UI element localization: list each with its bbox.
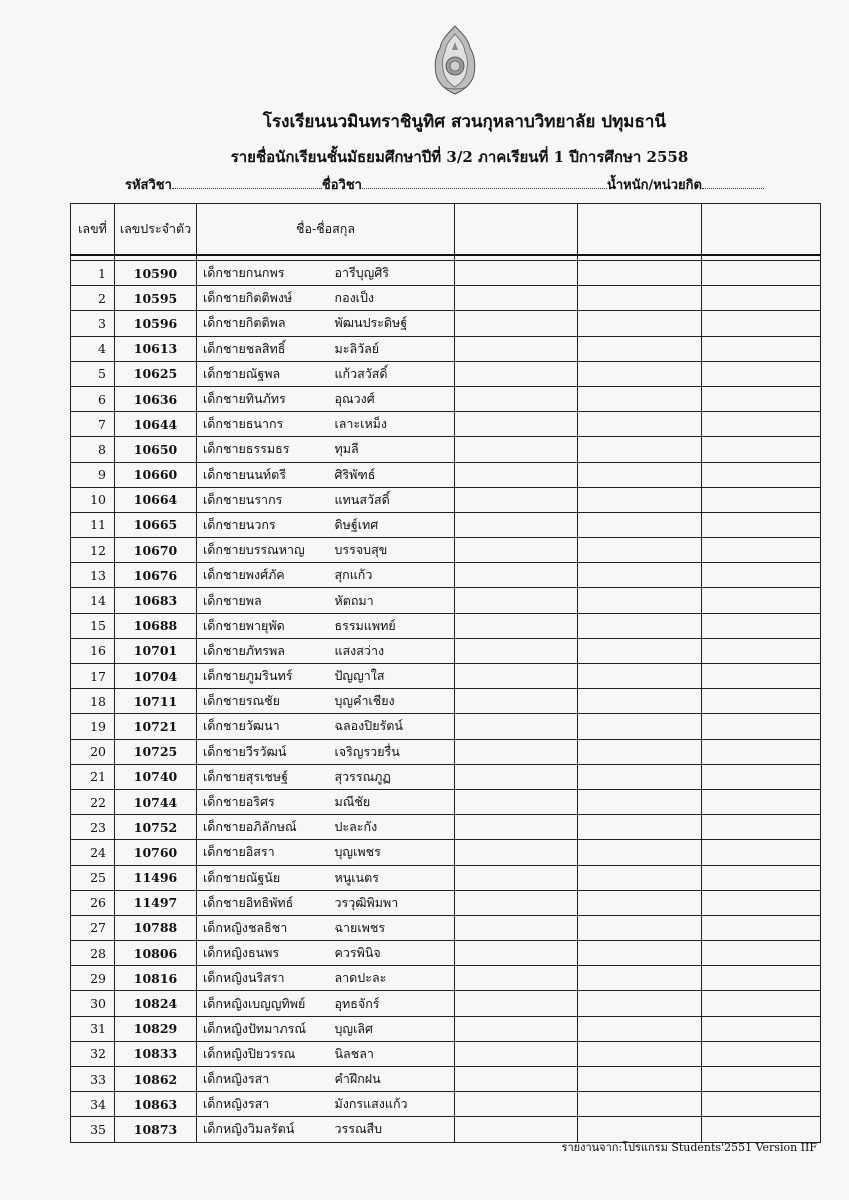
row-number: 5 [71,361,115,386]
student-id: 11497 [115,890,197,915]
blank-cell [578,764,702,789]
student-last-name: ธรรมแพทย์ [331,613,455,638]
student-id: 10644 [115,412,197,437]
student-id: 10670 [115,538,197,563]
blank-cell [578,588,702,613]
blank-cell [702,286,821,311]
table-row [71,613,821,638]
blank-cell [702,991,821,1016]
blank-cell [578,840,702,865]
blank-cell [702,739,821,764]
blank-cell [455,563,578,588]
student-last-name: บุญเลิศ [331,1016,455,1041]
blank-cell [578,915,702,940]
table-row [71,1092,821,1117]
student-roster-table [70,203,821,1143]
table-row [71,361,821,386]
subject-code-label: รหัสวิชา [125,178,172,193]
blank-cell [578,538,702,563]
student-first-name: เด็กชายณัฐพล [197,361,331,386]
blank-cell [702,588,821,613]
list-title: รายชื่อนักเรียนชั้นมัธยมศึกษาปีที่ 3/2 ภาคเรียนที่ 1 ปีการศึกษา 2558 [230,148,689,166]
blank-cell [455,386,578,411]
blank-cell [455,638,578,663]
blank-cell [455,714,578,739]
student-first-name: เด็กชายกิตติพล [197,311,331,336]
table-row [71,1067,821,1092]
blank-cell [702,915,821,940]
student-first-name: เด็กชายบรรณหาญ [197,538,331,563]
row-number: 4 [71,336,115,361]
student-first-name: เด็กชายทินภัทร [197,386,331,411]
school-emblem-icon [430,24,480,96]
student-last-name: ทุมลี [331,437,455,462]
student-last-name: สุกแก้ว [331,563,455,588]
blank-cell [702,361,821,386]
blank-cell [455,311,578,336]
student-last-name: นิลชลา [331,1041,455,1066]
row-number: 33 [71,1067,115,1092]
student-last-name: แสงสว่าง [331,638,455,663]
blank-cell [578,966,702,991]
student-first-name: เด็กหญิงธนพร [197,941,331,966]
blank-cell [578,311,702,336]
student-id: 10676 [115,563,197,588]
blank-cell [702,336,821,361]
row-number: 29 [71,966,115,991]
blank-cell [702,1092,821,1117]
row-number: 20 [71,739,115,764]
row-number: 23 [71,815,115,840]
table-row [71,714,821,739]
blank-cell [702,689,821,714]
blank-cell [455,412,578,437]
blank-cell [578,462,702,487]
student-id: 10590 [115,261,197,286]
row-number: 18 [71,689,115,714]
student-first-name: เด็กชายพงศ์ภัค [197,563,331,588]
student-id: 10613 [115,336,197,361]
student-first-name: เด็กชายภูมรินทร์ [197,664,331,689]
blank-cell [578,1016,702,1041]
row-number: 17 [71,664,115,689]
school-name: โรงเรียนนวมินทราชินูทิศ สวนกุหลาบวิทยาลัย ปทุมธานี [262,112,667,132]
row-number: 10 [71,487,115,512]
table-row [71,840,821,865]
student-last-name: ควรพินิจ [331,941,455,966]
row-number: 31 [71,1016,115,1041]
blank-cell [578,487,702,512]
blank-cell [702,1067,821,1092]
student-first-name: เด็กชายวัฒนา [197,714,331,739]
blank-cell [702,865,821,890]
table-row [71,890,821,915]
row-number: 25 [71,865,115,890]
row-number: 13 [71,563,115,588]
student-last-name: อุทธจักร์ [331,991,455,1016]
blank-cell [578,336,702,361]
table-row [71,538,821,563]
report-source-footer: รายงานจาก:โปรแกรม Students'2551 Version IIF [561,1141,817,1154]
student-id: 10788 [115,915,197,940]
student-first-name: เด็กหญิงนริสรา [197,966,331,991]
student-first-name: เด็กชายณัฐนัย [197,865,331,890]
blank-cell [455,1067,578,1092]
table-row [71,638,821,663]
row-number: 2 [71,286,115,311]
student-first-name: เด็กชายภัทรพล [197,638,331,663]
blank-cell [702,815,821,840]
student-last-name: ฉายเพชร [331,915,455,940]
blank-cell [578,386,702,411]
row-number: 28 [71,941,115,966]
row-number: 32 [71,1041,115,1066]
row-number: 27 [71,915,115,940]
student-first-name: เด็กชายธนากร [197,412,331,437]
student-first-name: เด็กหญิงวิมลรัตน์ [197,1117,331,1142]
student-last-name: มะลิวัลย์ [331,336,455,361]
blank-cell [702,613,821,638]
blank-cell [578,512,702,537]
table-row [71,966,821,991]
blank-cell [702,1041,821,1066]
blank-cell [455,840,578,865]
student-first-name: เด็กหญิงปิยวรรณ [197,1041,331,1066]
credit-blank [702,177,764,189]
student-last-name: ศิริพัฑธ์ [331,462,455,487]
student-last-name: พัฒนประดิษฐ์ [331,311,455,336]
blank-cell [455,689,578,714]
student-last-name: สุวรรณภูฏ [331,764,455,789]
table-row [71,1041,821,1066]
row-number: 26 [71,890,115,915]
student-first-name: เด็กหญิงรสา [197,1092,331,1117]
blank-cell [702,563,821,588]
blank-cell [455,261,578,286]
student-id: 11496 [115,865,197,890]
student-first-name: เด็กชายอิสรา [197,840,331,865]
student-id: 10665 [115,512,197,537]
student-first-name: เด็กชายกนกพร [197,261,331,286]
blank-cell [578,941,702,966]
blank-cell [702,462,821,487]
blank-cell [455,613,578,638]
table-row [71,739,821,764]
blank-cell [702,714,821,739]
blank-cell [578,563,702,588]
student-first-name: เด็กชายนนท์ตรี [197,462,331,487]
table-row [71,815,821,840]
student-last-name: เจริญรวยรื่น [331,739,455,764]
blank-cell [455,286,578,311]
student-first-name: เด็กหญิงชลธิชา [197,915,331,940]
student-id: 10721 [115,714,197,739]
blank-cell [455,865,578,890]
student-last-name: หนูเนตร [331,865,455,890]
table-row [71,437,821,462]
student-first-name: เด็กหญิงเบญญทิพย์ [197,991,331,1016]
blank-cell [578,1092,702,1117]
blank-cell [455,815,578,840]
table-row [71,563,821,588]
student-id: 10711 [115,689,197,714]
col-header-name: ชื่อ-ชื่อสกุล [197,204,455,256]
student-last-name: วรรณสืบ [331,1117,455,1142]
student-first-name: เด็กชายพายุพัด [197,613,331,638]
blank-cell [702,840,821,865]
row-number: 24 [71,840,115,865]
table-row [71,689,821,714]
student-first-name: เด็กชายนวกร [197,512,331,537]
student-first-name: เด็กชายสุรเชษฐ์ [197,764,331,789]
blank-cell [455,739,578,764]
table-row [71,286,821,311]
student-first-name: เด็กชายอิทธิพัทธ์ [197,890,331,915]
blank-cell [578,1067,702,1092]
student-last-name: กองเป็ง [331,286,455,311]
subject-info-line [125,174,765,195]
student-id: 10760 [115,840,197,865]
student-first-name: เด็กชายชลสิทธิ์ [197,336,331,361]
student-id: 10806 [115,941,197,966]
blank-cell [455,941,578,966]
blank-cell [578,890,702,915]
student-id: 10650 [115,437,197,462]
student-last-name: แทนสวัสดิ์ [331,487,455,512]
row-number: 21 [71,764,115,789]
student-first-name: เด็กหญิงปัทมาภรณ์ [197,1016,331,1041]
row-number: 22 [71,789,115,814]
row-number: 9 [71,462,115,487]
row-number: 8 [71,437,115,462]
table-row [71,311,821,336]
blank-cell [455,915,578,940]
student-id: 10829 [115,1016,197,1041]
blank-cell [702,638,821,663]
subject-name-label: ชื่อวิชา [321,178,362,193]
student-first-name: เด็กชายนรากร [197,487,331,512]
blank-cell [455,538,578,563]
student-id: 10625 [115,361,197,386]
student-last-name: แก้วสวัสดิ์ [331,361,455,386]
student-last-name: วรวุฒิพิมพา [331,890,455,915]
blank-cell [455,1092,578,1117]
blank-cell [578,261,702,286]
blank-cell [455,361,578,386]
table-row [71,512,821,537]
blank-cell [578,815,702,840]
student-first-name: เด็กชายรณชัย [197,689,331,714]
col-header-blank-2 [578,204,702,256]
blank-cell [578,613,702,638]
blank-cell [578,714,702,739]
student-last-name: บุญเพชร [331,840,455,865]
table-row [71,487,821,512]
blank-cell [702,261,821,286]
blank-cell [702,764,821,789]
subject-name-blank [362,177,607,189]
student-id: 10816 [115,966,197,991]
blank-cell [702,664,821,689]
blank-cell [455,512,578,537]
table-row [71,764,821,789]
blank-cell [578,664,702,689]
blank-cell [455,966,578,991]
blank-cell [455,336,578,361]
blank-cell [455,991,578,1016]
student-last-name: มณีชัย [331,789,455,814]
student-first-name: เด็กชายธรรมธร [197,437,331,462]
row-number: 3 [71,311,115,336]
student-id: 10596 [115,311,197,336]
blank-cell [455,588,578,613]
blank-cell [578,361,702,386]
student-id: 10701 [115,638,197,663]
blank-cell [578,1041,702,1066]
blank-cell [578,865,702,890]
student-id: 10824 [115,991,197,1016]
student-last-name: บรรจบสุข [331,538,455,563]
col-header-number: เลขที่ [71,204,115,256]
col-header-student-id: เลขประจำตัว [115,204,197,256]
table-row [71,991,821,1016]
student-id: 10664 [115,487,197,512]
blank-cell [702,789,821,814]
blank-cell [455,1041,578,1066]
student-id: 10595 [115,286,197,311]
row-number: 19 [71,714,115,739]
table-row [71,915,821,940]
blank-cell [578,991,702,1016]
row-number: 34 [71,1092,115,1117]
student-last-name: ปัญญาใส [331,664,455,689]
blank-cell [578,789,702,814]
student-first-name: เด็กชายพล [197,588,331,613]
student-id: 10873 [115,1117,197,1142]
subject-code-blank [172,177,322,189]
student-id: 10688 [115,613,197,638]
student-last-name: อารีบุญศิริ [331,261,455,286]
student-last-name: ฉลองปิยรัตน์ [331,714,455,739]
table-row [71,386,821,411]
student-id: 10636 [115,386,197,411]
col-header-blank-1 [455,204,578,256]
table-row [71,1016,821,1041]
blank-cell [702,311,821,336]
row-number: 12 [71,538,115,563]
blank-cell [702,487,821,512]
blank-cell [702,1016,821,1041]
blank-cell [578,739,702,764]
row-number: 15 [71,613,115,638]
blank-cell [455,487,578,512]
blank-cell [702,512,821,537]
student-last-name: เลาะเหม็ง [331,412,455,437]
blank-cell [455,437,578,462]
blank-cell [455,462,578,487]
student-first-name: เด็กชายวีรวัฒน์ [197,739,331,764]
student-last-name: ปะละกัง [331,815,455,840]
blank-cell [702,966,821,991]
table-row [71,462,821,487]
table-row [71,941,821,966]
student-id: 10862 [115,1067,197,1092]
student-first-name: เด็กชายอริศร [197,789,331,814]
student-id: 10863 [115,1092,197,1117]
row-number: 1 [71,261,115,286]
blank-cell [455,664,578,689]
credit-label: น้ำหนัก/หน่วยกิต [606,178,702,193]
student-last-name: อุณวงศ์ [331,386,455,411]
student-last-name: ลาดปะละ [331,966,455,991]
student-id: 10752 [115,815,197,840]
blank-cell [578,689,702,714]
student-id: 10725 [115,739,197,764]
student-id: 10740 [115,764,197,789]
row-number: 11 [71,512,115,537]
table-row [71,261,821,286]
row-number: 30 [71,991,115,1016]
blank-cell [702,437,821,462]
table-row [71,336,821,361]
row-number: 16 [71,638,115,663]
col-header-blank-3 [702,204,821,256]
blank-cell [578,412,702,437]
student-last-name: ดิษฐ์เทศ [331,512,455,537]
student-id: 10683 [115,588,197,613]
table-row [71,664,821,689]
row-number: 7 [71,412,115,437]
blank-cell [702,538,821,563]
blank-cell [455,789,578,814]
blank-cell [455,1117,578,1142]
student-id: 10660 [115,462,197,487]
student-first-name: เด็กชายอภิลักษณ์ [197,815,331,840]
student-id: 10704 [115,664,197,689]
table-row [71,865,821,890]
table-row [71,588,821,613]
blank-cell [702,941,821,966]
blank-cell [702,386,821,411]
blank-cell [702,890,821,915]
row-number: 6 [71,386,115,411]
blank-cell [578,638,702,663]
student-first-name: เด็กชายกิตติพงษ์ [197,286,331,311]
student-last-name: หัตถมา [331,588,455,613]
student-last-name: มังกรแสงแก้ว [331,1092,455,1117]
blank-cell [578,437,702,462]
table-row [71,412,821,437]
table-row [71,789,821,814]
student-last-name: คำฝึกฝน [331,1067,455,1092]
blank-cell [702,412,821,437]
blank-cell [455,1016,578,1041]
student-id: 10744 [115,789,197,814]
student-last-name: บุญคำเชียง [331,689,455,714]
blank-cell [578,286,702,311]
row-number: 35 [71,1117,115,1142]
student-id: 10833 [115,1041,197,1066]
table-header-row [71,204,821,256]
blank-cell [455,890,578,915]
blank-cell [455,764,578,789]
row-number: 14 [71,588,115,613]
student-first-name: เด็กหญิงรสา [197,1067,331,1092]
